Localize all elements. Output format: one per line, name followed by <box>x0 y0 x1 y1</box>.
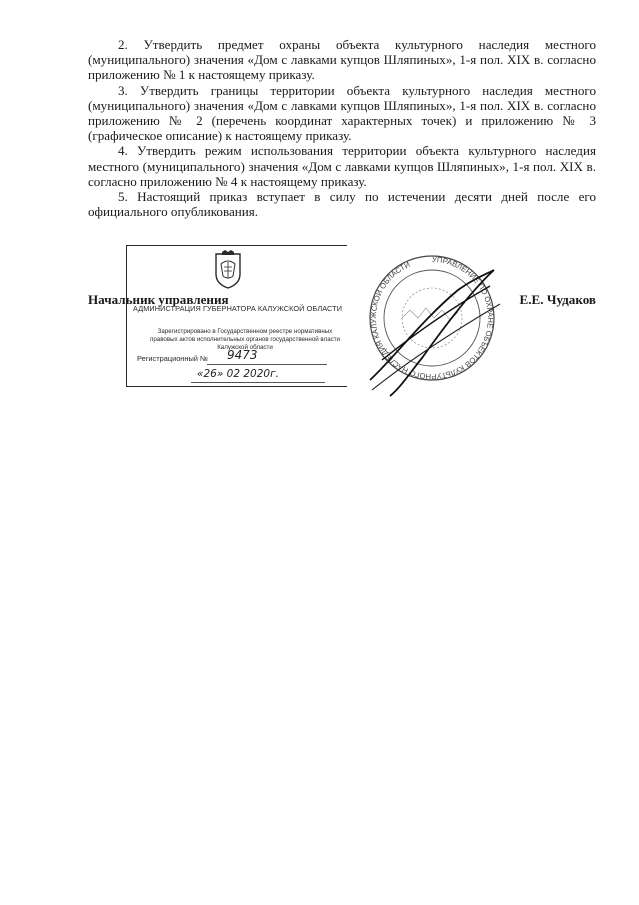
page-corner-mark: · <box>60 10 62 16</box>
stamp-authority: АДМИНИСТРАЦИЯ ГУБЕРНАТОРА КАЛУЖСКОЙ ОБЛАСТИ <box>133 304 343 313</box>
stamp-date-underline <box>191 382 325 383</box>
order-body <box>88 37 596 219</box>
signature-block <box>88 292 596 312</box>
seal-ring-text: УПРАВЛЕНИЕ ПО ОХРАНЕ ОБЪЕКТОВ КУЛЬТУРНОГО НАСЛЕДИЯ КАЛУЖСКОЙ ОБЛАСТИ <box>368 254 496 382</box>
paragraph-item-4: 4. Утвердить режим использования территории объекта культурного наследия местного (муниципального) значения «Дом с лавками купцов Шляпиных», 1-я пол. XIX в. согласно приложению № 4 к настоящему приказу. <box>88 143 596 189</box>
stamp-number-underline <box>207 364 327 365</box>
stamp-registration-text: Зарегистрировано в Государственном реестре нормативных правовых актов исполнительных органов государственной власти Калужской области <box>149 328 341 351</box>
stamp-reg-number: 9473 <box>227 348 258 362</box>
stamp-reg-date: «26» 02 2020г. <box>197 368 279 380</box>
coat-of-arms-icon <box>212 250 244 290</box>
paragraph-item-2: 2. Утвердить предмет охраны объекта культурного наследия местного (муниципального) значения «Дом с лавками купцов Шляпиных», 1-я пол. XIX в. согласно приложению № 1 к настоящему приказу. <box>88 37 596 83</box>
registration-stamp <box>126 245 347 387</box>
stamp-reg-number-label: Регистрационный № <box>137 354 208 363</box>
paragraph-item-5: 5. Настоящий приказ вступает в силу по истечении десяти дней после его официального опубликования. <box>88 189 596 220</box>
signatory-position: Начальник управления <box>88 292 229 307</box>
official-seal-icon <box>362 240 502 400</box>
paragraph-item-3: 3. Утвердить границы территории объекта культурного наследия местного (муниципального) значения «Дом с лавками купцов Шляпиных», 1-я пол. XIX в. согласно приложению № 2 (перечень координат характерных точек) и приложению № 3 (графическое описание) к настоящему приказу. <box>88 82 596 144</box>
signatory-name: Е.Е. Чудаков <box>519 292 596 307</box>
